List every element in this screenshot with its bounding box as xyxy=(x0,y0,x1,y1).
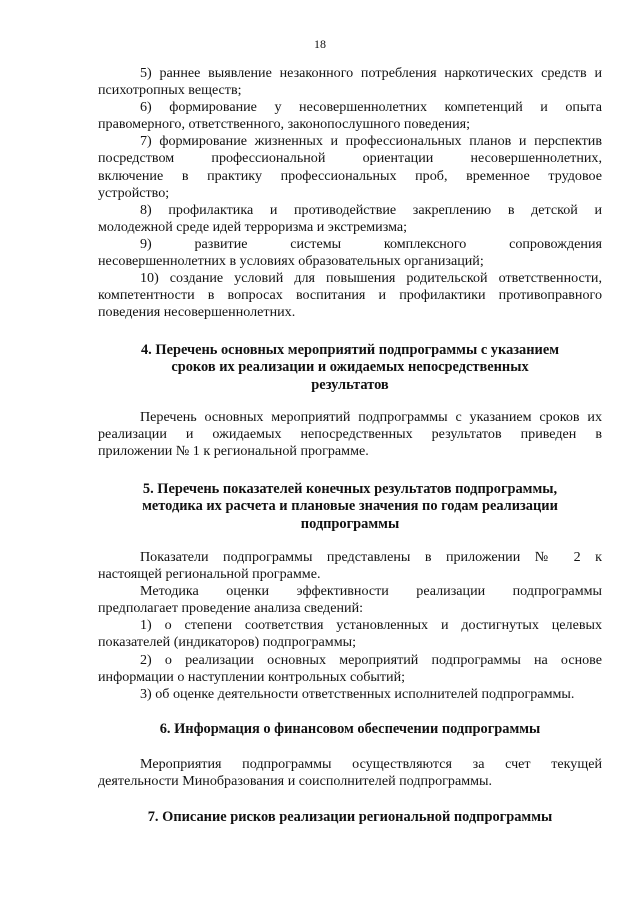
section-5-heading xyxy=(98,481,602,533)
paragraph xyxy=(98,617,602,651)
heading-line: 4. Перечень основных мероприятий подпрограммы с указанием xyxy=(140,342,560,358)
paragraph-line: показателей (индикаторов) подпрограммы; xyxy=(98,634,357,651)
paragraph-line: Мероприятия подпрограммы осуществляются за счет текущей xyxy=(140,756,602,772)
list-item-line: компетентности в вопросах воспитания и профилактики противоправного xyxy=(98,287,602,304)
goals-list xyxy=(98,65,602,321)
section-4-paragraph xyxy=(98,409,602,460)
list-item-line: включение в практику профессиональных проб, временное трудовое xyxy=(98,167,602,184)
paragraph-line: деятельности Минобразования и соисполнителей подпрограммы. xyxy=(98,773,493,790)
list-item-line: устройство; xyxy=(98,184,170,201)
list-item-line: 5) раннее выявление незаконного потребления наркотических средств и xyxy=(140,65,602,81)
list-item-line: молодежной среде идей терроризма и экстремизма; xyxy=(98,218,408,235)
paragraph-line: информации о наступлении контрольных событий; xyxy=(98,668,406,685)
paragraph xyxy=(98,756,602,790)
paragraph xyxy=(98,652,602,686)
list-item-line: психотропных веществ; xyxy=(98,82,242,99)
list-item-line: 8) профилактика и противодействие закреплению в детской и xyxy=(140,201,602,218)
heading-line: методика их расчета и плановые значения по годам реализации xyxy=(142,498,558,515)
paragraph-line: Перечень основных мероприятий подпрограммы с указанием сроков их xyxy=(140,409,602,425)
list-item xyxy=(98,236,602,270)
section-7-heading xyxy=(98,809,602,826)
section-4-heading xyxy=(98,342,602,394)
heading-line: подпрограммы xyxy=(300,515,400,532)
list-item-line: правомерного, ответственного, законопослушного поведения; xyxy=(98,116,471,133)
paragraph xyxy=(98,583,602,617)
heading-line: 6. Информация о финансовом обеспечении подпрограммы xyxy=(159,721,541,737)
list-item-line: несовершеннолетних в условиях образовательных организаций; xyxy=(98,253,484,270)
paragraph-line: предполагает проведение анализа сведений: xyxy=(98,600,364,617)
heading-line: сроков их реализации и ожидаемых непосредственных xyxy=(171,359,529,376)
paragraph-line: приложении № 1 к региональной программе. xyxy=(98,443,369,460)
list-item xyxy=(98,202,602,236)
list-item xyxy=(98,133,602,201)
list-item-line: поведения несовершеннолетних. xyxy=(98,304,296,321)
paragraph xyxy=(98,409,602,460)
paragraph-line: Показатели подпрограммы представлены в приложении № 2 к xyxy=(140,549,602,565)
list-item xyxy=(98,270,602,321)
section-6-paragraph xyxy=(98,756,602,790)
list-item-line: 9) развитие системы комплексного сопровождения xyxy=(140,235,602,252)
paragraph-line: 3) об оценке деятельности ответственных исполнителей подпрограммы. xyxy=(140,685,575,702)
list-item-line: посредством профессиональной ориентации несовершеннолетних, xyxy=(98,150,602,167)
paragraph xyxy=(98,686,602,703)
paragraph-line: реализации и ожидаемых непосредственных результатов приведен в xyxy=(98,426,602,443)
paragraph-line: 2) о реализации основных мероприятий подпрограммы на основе xyxy=(140,651,602,668)
list-item xyxy=(98,99,602,133)
heading-line: 5. Перечень показателей конечных результатов подпрограммы, xyxy=(142,481,558,497)
heading-line: результатов xyxy=(311,376,389,393)
paragraph-line: Методика оценки эффективности реализации подпрограммы xyxy=(140,583,602,600)
list-item xyxy=(98,65,602,99)
paragraph xyxy=(98,549,602,583)
list-item-line: 10) создание условий для повышения родительской ответственности, xyxy=(140,270,602,287)
list-item-line: 6) формирование у несовершеннолетних компетенций и опыта xyxy=(140,99,602,116)
list-item-line: 7) формирование жизненных и профессиональных планов и перспектив xyxy=(140,133,602,150)
paragraph-line: настоящей региональной программе. xyxy=(98,566,321,583)
paragraph-line: 1) о степени соответствия установленных и достигнутых целевых xyxy=(140,617,602,634)
page-number: 18 xyxy=(314,37,326,51)
heading-line: 7. Описание рисков реализации региональной подпрограммы xyxy=(147,809,553,825)
section-6-heading xyxy=(98,721,602,738)
section-5-paragraphs xyxy=(98,549,602,703)
